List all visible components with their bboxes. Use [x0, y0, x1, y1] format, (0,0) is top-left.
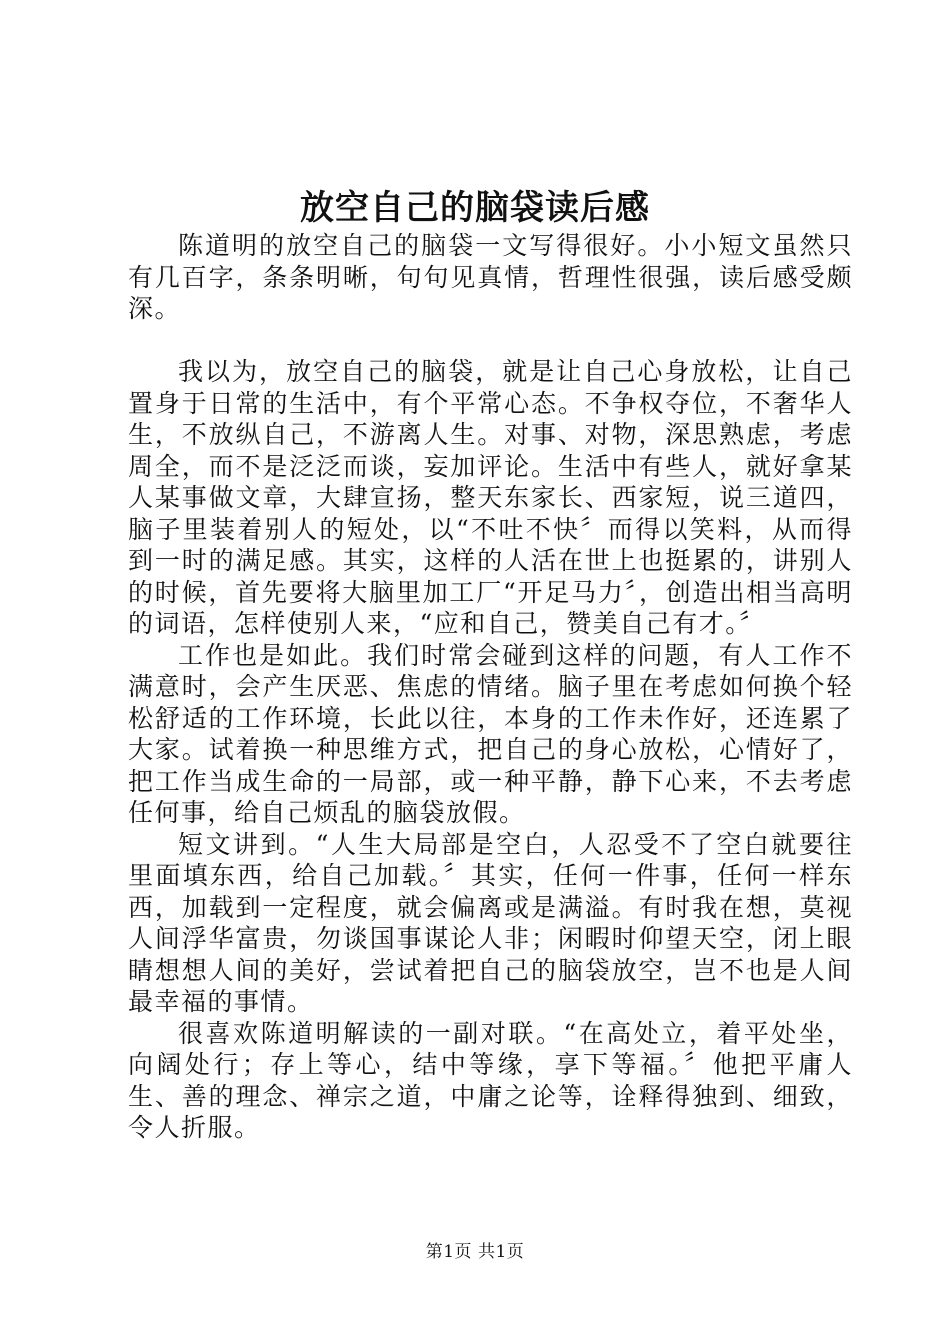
paragraph-intro: 陈道明的放空自己的脑袋一文写得很好。小小短文虽然只有几百字，条条明晰，句句见真情，哲理性很强，读后感受颇深。	[128, 231, 853, 323]
paragraph-gap	[128, 325, 853, 357]
page-footer: 第1页 共1页	[425, 1242, 525, 1262]
paragraph-opinion: 我以为，放空自己的脑袋，就是让自己心身放松，让自己置身于日常的生活中，有个平常心态。不争权夺位，不奢华人生，不放纵自己，不游离人生。对事、对物，深思熟虑，考虑周全，而不是泛泛而谈，妄加评论。生活中有些人，就好拿某人某事做文章，大肆宣扬，整天东家长、西家短，说三道四，脑子里装着别人的短处，以“不吐不快〞而得以笑料，从而得到一时的满足感。其实，这样的人活在世上也挺累的，讲别人的时候，首先要将大脑里加工厂“开足马力〞，创造出相当高明的词语，怎样使别人来，“应和自己，赞美自己有才。〞	[128, 357, 853, 638]
document-title: 放空自己的脑袋读后感	[300, 188, 650, 228]
paragraph-work: 工作也是如此。我们时常会碰到这样的问题，有人工作不满意时，会产生厌恶、焦虑的情绪。脑子里在考虑如何换个轻松舒适的工作环境，长此以往，本身的工作未作好，还连累了大家。试着换一种思维方式，把自己的身心放松，心情好了，把工作当成生命的一局部，或一种平静，静下心来，不去考虑任何事，给自己烦乱的脑袋放假。	[128, 640, 853, 827]
document-body	[128, 230, 853, 1144]
paragraph-blank-space: 短文讲到。“人生大局部是空白，人忍受不了空白就要往里面填东西，给自己加载。〞其实，任何一件事，任何一样东西，加载到一定程度，就会偏离或是满溢。有时我在想，莫视人间浮华富贵，勿谈国事谋论人非；闲暇时仰望天空，闭上眼睛想想人间的美好，尝试着把自己的脑袋放空，岂不也是人间最幸福的事情。	[128, 829, 853, 1016]
paragraph-couplet: 很喜欢陈道明解读的一副对联。“在高处立，着平处坐，向阔处行；存上等心，结中等缘，享下等福。〞他把平庸人生、善的理念、禅宗之道，中庸之论等，诠释得独到、细致，令人折服。	[128, 1018, 853, 1142]
